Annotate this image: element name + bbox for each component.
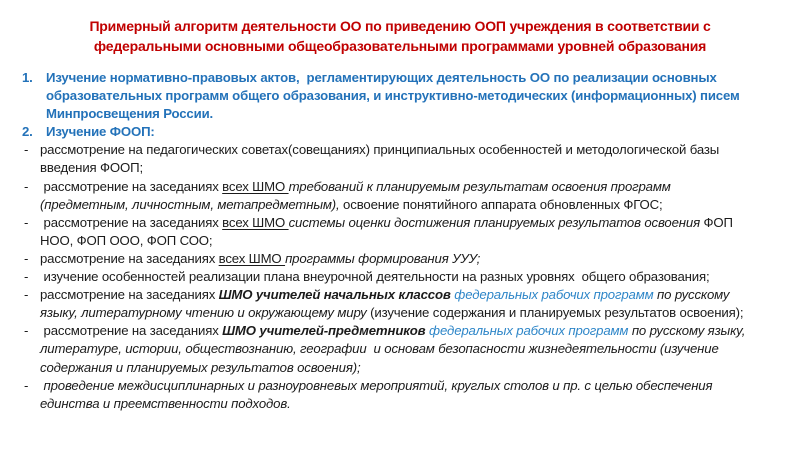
list-item-dash <box>0 250 800 268</box>
list-item-text <box>40 214 760 250</box>
list-item-text <box>40 250 760 268</box>
list-item-dash <box>0 141 800 177</box>
list-marker: 1. <box>22 70 33 85</box>
text-run: требований к планируемым результатам освоения программ (предметным, личностным, метапредметным), <box>40 178 675 212</box>
list-item-dash <box>0 268 800 286</box>
list-marker: - <box>24 323 29 339</box>
text-run: по русскому языку, литературному чтению и окружающему миру <box>40 287 733 321</box>
text-run: федеральных рабочих программ <box>454 287 654 303</box>
list-item-dash <box>0 377 800 413</box>
list-item-text <box>40 286 760 322</box>
text-run: всех ШМО <box>222 214 289 230</box>
list-item-text <box>40 178 760 214</box>
text-run: ШМО учителей начальных классов <box>218 287 455 303</box>
list-item-text <box>40 141 760 177</box>
text-run: по русскому языку, литературе, истории, обществознанию, географии и основам безопасности жизнедеятельности (изучение содержания и планируемых результатов освоения); <box>40 323 749 375</box>
slide-title <box>0 0 800 56</box>
text-run: рассмотрение на заседаниях <box>40 214 223 230</box>
text-run: всех ШМО <box>218 250 286 266</box>
slide-title-line-1: Примерный алгоритм деятельности ОО по приведению ООП учреждения в соответствии с <box>89 18 711 34</box>
text-run: рассмотрение на заседаниях <box>40 323 223 339</box>
list-marker: - <box>24 214 29 230</box>
text-run: проведение междисциплинарных и разноуровневых мероприятий, круглых столов и пр. с целью обеспечения единства и преемственности подходов. <box>40 377 716 411</box>
list-item-numbered <box>0 69 800 123</box>
list-item-dash <box>0 322 800 376</box>
text-run: изучение особенностей реализации плана внеурочной деятельности на разных уровнях общего образования; <box>40 269 710 285</box>
text-run: программы формирования УУУ; <box>285 250 481 266</box>
list-item-dash <box>0 178 800 214</box>
list-item-text <box>46 69 760 123</box>
list-item-text <box>40 322 760 376</box>
list-marker: - <box>24 250 29 266</box>
text-run: системы оценки достижения планируемых результатов освоения <box>288 214 700 230</box>
text-run: (изучение содержания и планируемых результатов освоения); <box>370 305 744 321</box>
list-marker: - <box>24 142 29 158</box>
text-run: всех ШМО <box>222 178 289 194</box>
text-run: Изучение ФООП: <box>46 124 155 140</box>
text-run: федеральных рабочих программ <box>429 323 629 339</box>
text-run: ШМО учителей-предметников <box>222 323 429 339</box>
list-marker: - <box>24 178 29 194</box>
text-run: освоение понятийного аппарата обновленных ФГОС; <box>339 196 663 212</box>
list-item-text <box>40 268 760 286</box>
list-marker: - <box>24 287 29 303</box>
list-item-text <box>40 377 760 413</box>
list-item-dash <box>0 214 800 250</box>
list-marker: 2. <box>22 124 33 140</box>
text-run: рассмотрение на заседаниях <box>40 287 219 303</box>
content-list <box>0 69 800 413</box>
list-marker: - <box>24 269 29 285</box>
text-run: Изучение нормативно-правовых актов, регламентирующих деятельность ОО по реализации основных образовательных программ общего образования, и инструктивно-методических (информационных) писем Минпросвещения России. <box>46 70 744 122</box>
list-marker: - <box>24 377 29 393</box>
text-run: ФОП НОО, ФОП ООО, ФОП СОО; <box>40 214 737 248</box>
slide-title-line-2: федеральными основными общеобразовательными программами уровней образования <box>93 38 707 54</box>
text-run: рассмотрение на заседаниях <box>40 250 219 266</box>
text-run: рассмотрение на педагогических советах(совещаниях) принципиальных особенностей и методологической базы введения ФООП; <box>40 142 723 176</box>
list-item-text <box>46 123 760 141</box>
text-run: рассмотрение на заседаниях <box>40 178 223 194</box>
list-item-numbered <box>0 123 800 141</box>
list-item-dash <box>0 286 800 322</box>
